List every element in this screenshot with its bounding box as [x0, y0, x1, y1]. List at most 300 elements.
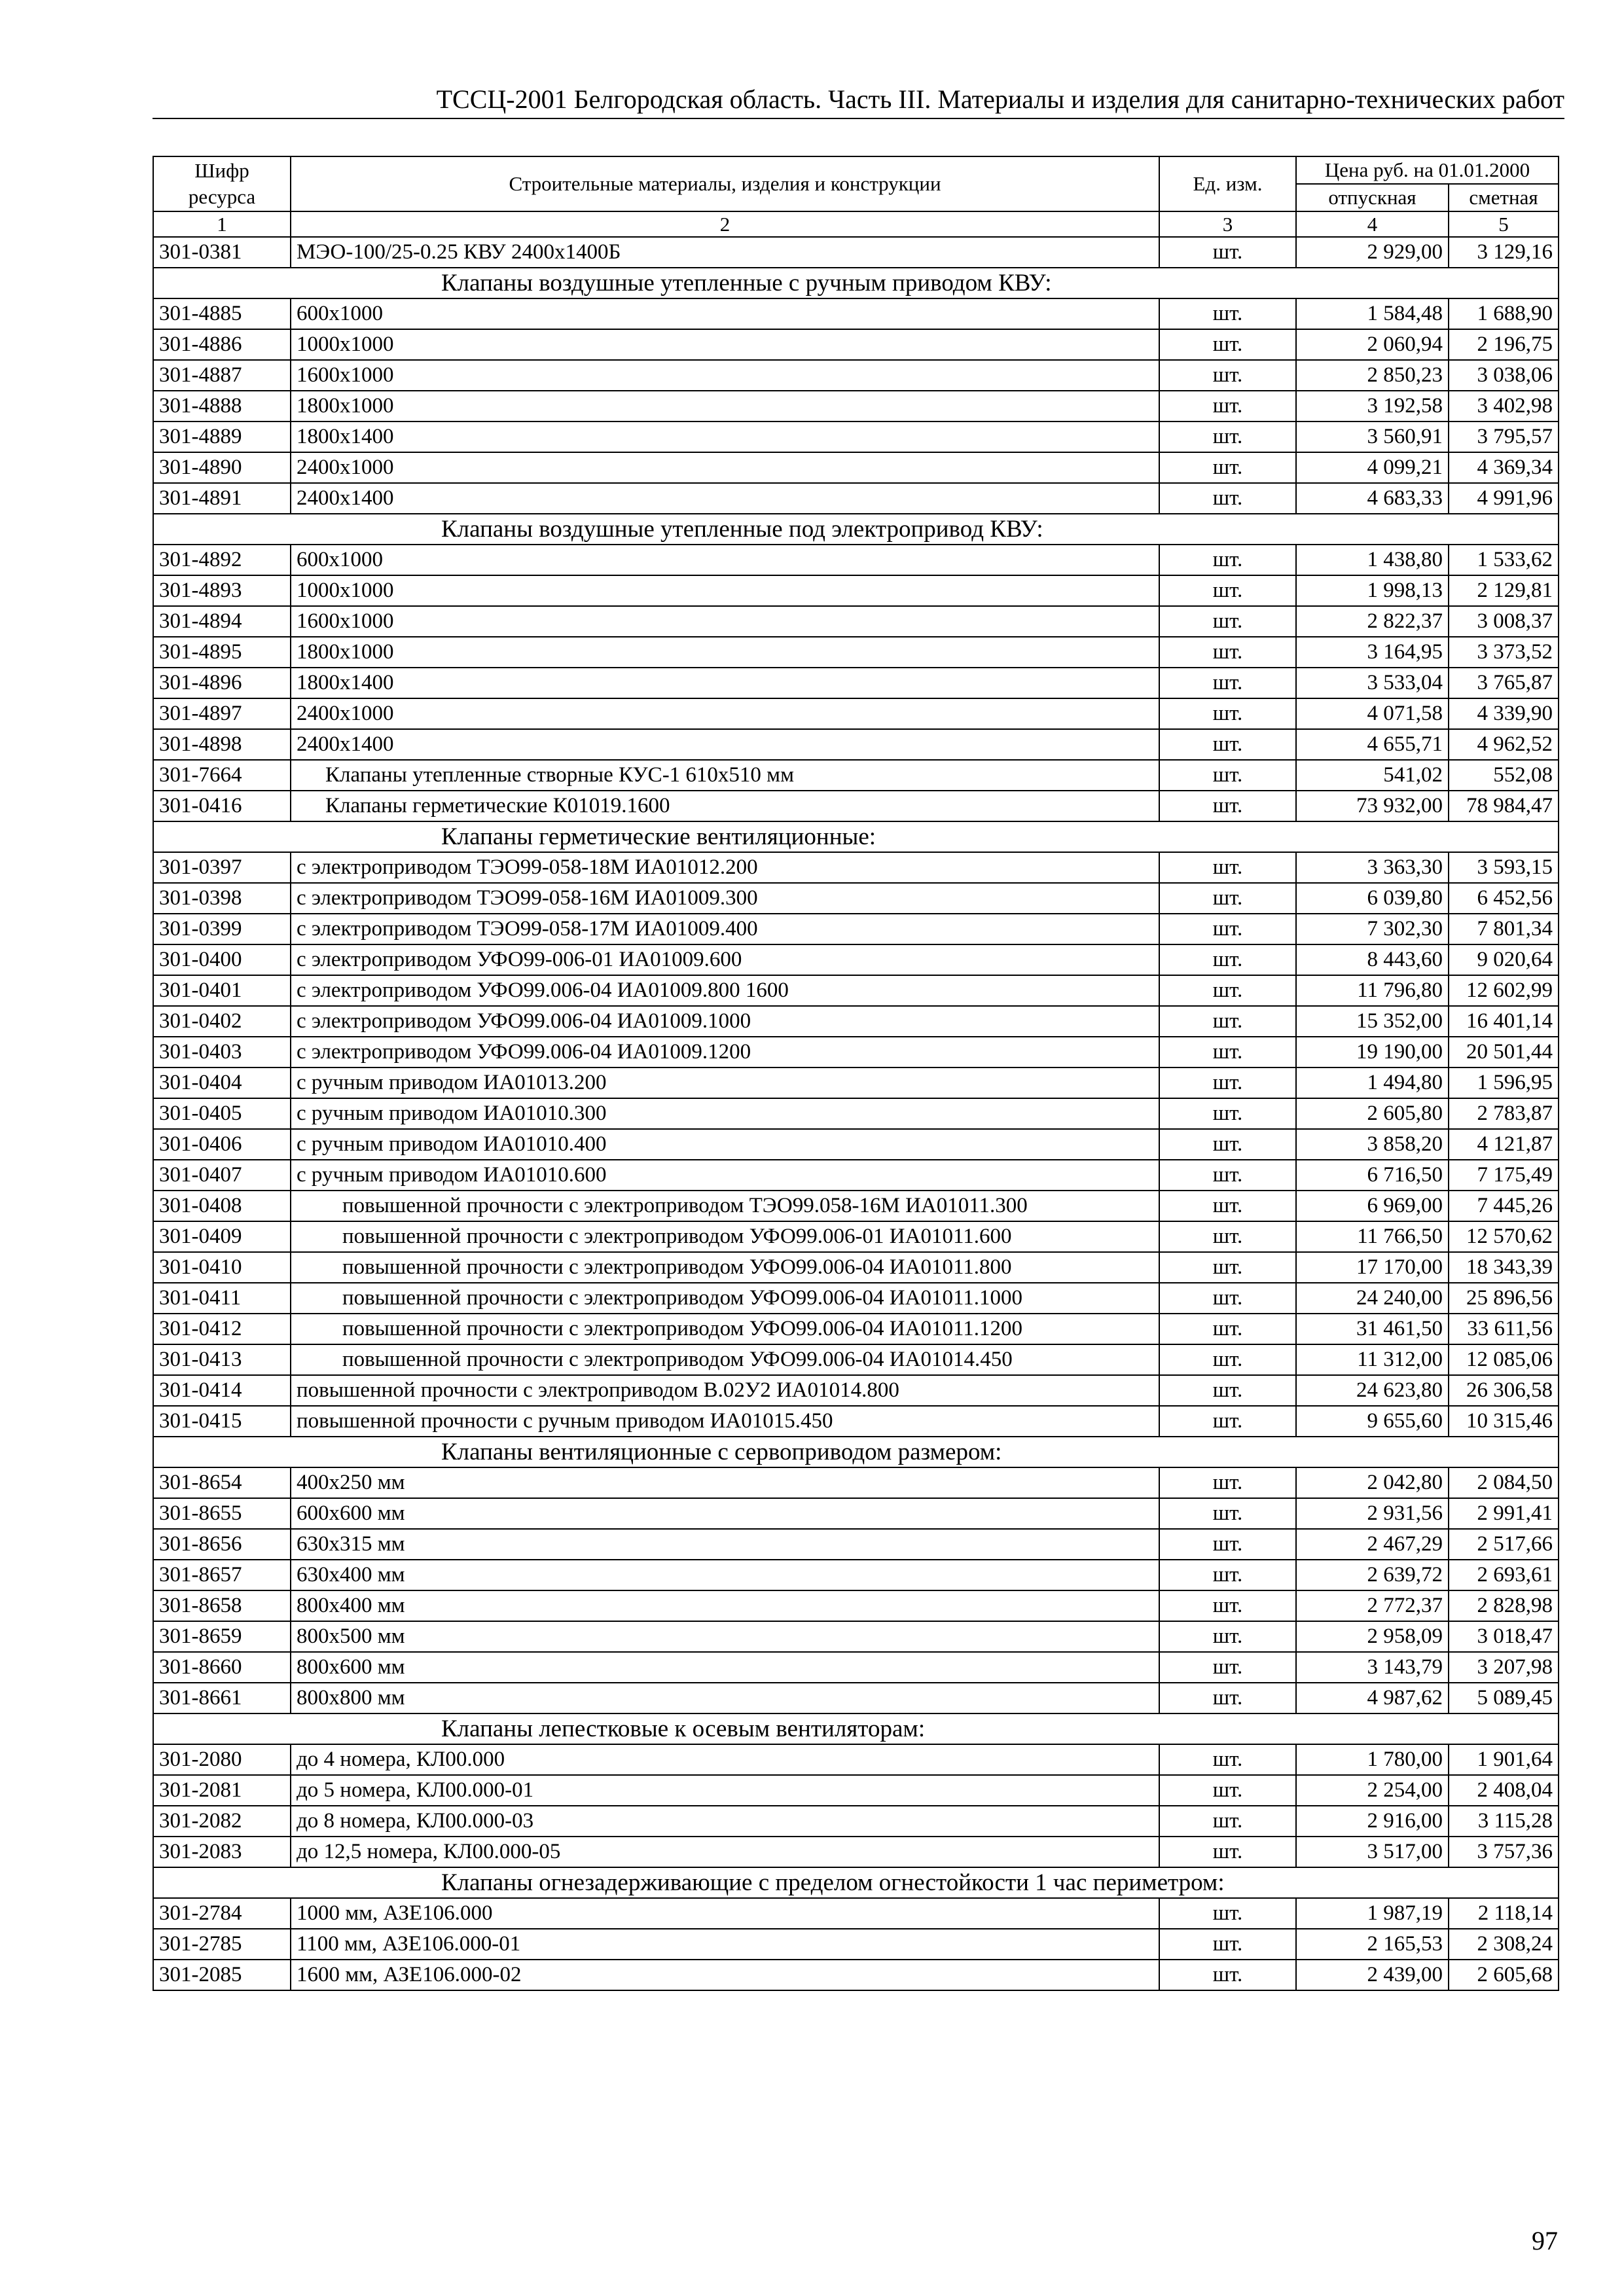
item-description: 800х600 мм — [291, 1652, 1159, 1683]
table-row — [153, 1067, 1559, 1098]
release-price: 3 517,00 — [1296, 1837, 1449, 1867]
item-unit: шт. — [1159, 1775, 1296, 1806]
item-unit: шт. — [1159, 1744, 1296, 1775]
item-unit: шт. — [1159, 1067, 1296, 1098]
table-row — [153, 1806, 1559, 1837]
estimate-price: 2 605,68 — [1449, 1960, 1559, 1990]
resource-code: 301-4895 — [153, 637, 291, 668]
item-description: Клапаны утепленные створные КУС-1 610х510 мм — [291, 760, 1159, 791]
estimate-price: 20 501,44 — [1449, 1037, 1559, 1067]
resource-code: 301-2082 — [153, 1806, 291, 1837]
item-unit: шт. — [1159, 606, 1296, 637]
table-row — [153, 545, 1559, 575]
release-price: 2 605,80 — [1296, 1098, 1449, 1129]
item-unit: шт. — [1159, 422, 1296, 452]
page-number: 97 — [1532, 2226, 1558, 2255]
table-row — [153, 1621, 1559, 1652]
estimate-price: 2 308,24 — [1449, 1929, 1559, 1960]
item-unit: шт. — [1159, 1160, 1296, 1191]
estimate-price: 2 828,98 — [1449, 1590, 1559, 1621]
item-unit: шт. — [1159, 1683, 1296, 1713]
resource-code: 301-0400 — [153, 944, 291, 975]
release-price: 2 850,23 — [1296, 360, 1449, 391]
item-description: 1800х1000 — [291, 637, 1159, 668]
item-unit: шт. — [1159, 791, 1296, 821]
release-price: 4 071,58 — [1296, 698, 1449, 729]
table-row — [153, 1098, 1559, 1129]
table-row — [153, 360, 1559, 391]
section-spacer — [153, 268, 291, 298]
resource-code: 301-0398 — [153, 883, 291, 914]
table-row — [153, 391, 1559, 422]
table-row — [153, 575, 1559, 606]
item-description: с электроприводом ТЭО99-058-17М ИА01009.400 — [291, 914, 1159, 944]
item-description: с ручным приводом ИА01010.400 — [291, 1129, 1159, 1160]
estimate-price: 3 129,16 — [1449, 237, 1559, 268]
estimate-price: 2 118,14 — [1449, 1898, 1559, 1929]
estimate-price: 5 089,45 — [1449, 1683, 1559, 1713]
item-description: до 5 номера, КЛ00.000-01 — [291, 1775, 1159, 1806]
release-price: 6 716,50 — [1296, 1160, 1449, 1191]
item-unit: шт. — [1159, 545, 1296, 575]
col-header-price: Цена руб. на 01.01.2000 — [1296, 156, 1559, 184]
item-description: с электроприводом УФО99-006-01 ИА01009.600 — [291, 944, 1159, 975]
resource-code: 301-4887 — [153, 360, 291, 391]
release-price: 3 363,30 — [1296, 852, 1449, 883]
release-price: 541,02 — [1296, 760, 1449, 791]
resource-code: 301-0415 — [153, 1406, 291, 1437]
table-row — [153, 1344, 1559, 1375]
item-description: повышенной прочности с ручным приводом ИА01015.450 — [291, 1406, 1159, 1437]
item-unit: шт. — [1159, 1898, 1296, 1929]
resource-code: 301-0413 — [153, 1344, 291, 1375]
table-row — [153, 975, 1559, 1006]
estimate-price: 7 445,26 — [1449, 1191, 1559, 1221]
release-price: 31 461,50 — [1296, 1314, 1449, 1344]
release-price: 3 533,04 — [1296, 668, 1449, 698]
estimate-price: 2 783,87 — [1449, 1098, 1559, 1129]
release-price: 19 190,00 — [1296, 1037, 1449, 1067]
resource-code: 301-4896 — [153, 668, 291, 698]
table-row — [153, 1129, 1559, 1160]
table-row — [153, 729, 1559, 760]
col-number: 1 — [153, 211, 291, 237]
item-description: с электроприводом ТЭО99-058-16М ИА01009.300 — [291, 883, 1159, 914]
estimate-price: 3 038,06 — [1449, 360, 1559, 391]
item-unit: шт. — [1159, 1560, 1296, 1590]
item-unit: шт. — [1159, 329, 1296, 360]
item-unit: шт. — [1159, 1960, 1296, 1990]
estimate-price: 9 020,64 — [1449, 944, 1559, 975]
release-price: 2 929,00 — [1296, 237, 1449, 268]
table-row — [153, 1498, 1559, 1529]
table-row — [153, 1160, 1559, 1191]
release-price: 17 170,00 — [1296, 1252, 1449, 1283]
table-row — [153, 483, 1559, 514]
item-unit: шт. — [1159, 852, 1296, 883]
resource-code: 301-8658 — [153, 1590, 291, 1621]
resource-code: 301-4885 — [153, 298, 291, 329]
resource-code: 301-0401 — [153, 975, 291, 1006]
item-description: до 4 номера, КЛ00.000 — [291, 1744, 1159, 1775]
item-description: 1800х1400 — [291, 422, 1159, 452]
estimate-price: 4 369,34 — [1449, 452, 1559, 483]
table-row — [153, 1221, 1559, 1252]
release-price: 2 439,00 — [1296, 1960, 1449, 1990]
release-price: 11 796,80 — [1296, 975, 1449, 1006]
table-row — [153, 1929, 1559, 1960]
table-row — [153, 1560, 1559, 1590]
estimate-price: 25 896,56 — [1449, 1283, 1559, 1314]
table-row — [153, 914, 1559, 944]
estimate-price: 2 517,66 — [1449, 1529, 1559, 1560]
resource-code: 301-8655 — [153, 1498, 291, 1529]
item-unit: шт. — [1159, 360, 1296, 391]
table-row — [153, 329, 1559, 360]
estimate-price: 1 596,95 — [1449, 1067, 1559, 1098]
release-price: 3 858,20 — [1296, 1129, 1449, 1160]
item-description: 600х600 мм — [291, 1498, 1159, 1529]
item-description: повышенной прочности с электроприводом УФО99.006-04 ИА01011.800 — [291, 1252, 1159, 1283]
item-unit: шт. — [1159, 1098, 1296, 1129]
table-row — [153, 606, 1559, 637]
estimate-price: 2 408,04 — [1449, 1775, 1559, 1806]
estimate-price: 7 801,34 — [1449, 914, 1559, 944]
release-price: 2 165,53 — [1296, 1929, 1449, 1960]
resource-code: 301-2785 — [153, 1929, 291, 1960]
estimate-price: 552,08 — [1449, 760, 1559, 791]
item-description: 400х250 мм — [291, 1467, 1159, 1498]
resource-code: 301-0406 — [153, 1129, 291, 1160]
estimate-price: 3 018,47 — [1449, 1621, 1559, 1652]
section-title: Клапаны огнезадерживающие с пределом огнестойкости 1 час периметром: — [291, 1867, 1559, 1898]
estimate-price: 4 339,90 — [1449, 698, 1559, 729]
table-row — [153, 422, 1559, 452]
table-row — [153, 1898, 1559, 1929]
item-description: повышенной прочности с электроприводом УФО99.006-04 ИА01014.450 — [291, 1344, 1159, 1375]
release-price: 2 916,00 — [1296, 1806, 1449, 1837]
col-number: 4 — [1296, 211, 1449, 237]
table-row — [153, 883, 1559, 914]
item-description: 1000х1000 — [291, 329, 1159, 360]
section-spacer — [153, 1437, 291, 1467]
item-unit: шт. — [1159, 1221, 1296, 1252]
release-price: 2 772,37 — [1296, 1590, 1449, 1621]
item-unit: шт. — [1159, 760, 1296, 791]
item-description: 1000х1000 — [291, 575, 1159, 606]
item-description: до 8 номера, КЛ00.000-03 — [291, 1806, 1159, 1837]
item-unit: шт. — [1159, 1314, 1296, 1344]
table-body — [153, 237, 1559, 1990]
item-unit: шт. — [1159, 1529, 1296, 1560]
release-price: 24 240,00 — [1296, 1283, 1449, 1314]
release-price: 6 039,80 — [1296, 883, 1449, 914]
resource-code: 301-4886 — [153, 329, 291, 360]
estimate-price: 26 306,58 — [1449, 1375, 1559, 1406]
item-description: повышенной прочности с электроприводом УФО99.006-01 ИА01011.600 — [291, 1221, 1159, 1252]
item-unit: шт. — [1159, 575, 1296, 606]
estimate-price: 3 402,98 — [1449, 391, 1559, 422]
col-header-unit: Ед. изм. — [1159, 156, 1296, 211]
item-description: 1800х1000 — [291, 391, 1159, 422]
item-description: 1600 мм, АЗЕ106.000-02 — [291, 1960, 1159, 1990]
release-price: 4 099,21 — [1296, 452, 1449, 483]
item-unit: шт. — [1159, 914, 1296, 944]
release-price: 1 987,19 — [1296, 1898, 1449, 1929]
resource-code: 301-0416 — [153, 791, 291, 821]
release-price: 3 192,58 — [1296, 391, 1449, 422]
item-description: 600х1000 — [291, 298, 1159, 329]
estimate-price: 3 593,15 — [1449, 852, 1559, 883]
item-description: повышенной прочности с электроприводом ТЭО99.058-16М ИА01011.300 — [291, 1191, 1159, 1221]
resource-code: 301-4898 — [153, 729, 291, 760]
estimate-price: 3 757,36 — [1449, 1837, 1559, 1867]
resource-code: 301-0408 — [153, 1191, 291, 1221]
item-unit: шт. — [1159, 1037, 1296, 1067]
item-description: 800х800 мм — [291, 1683, 1159, 1713]
estimate-price: 3 373,52 — [1449, 637, 1559, 668]
release-price: 2 042,80 — [1296, 1467, 1449, 1498]
item-description: с ручным приводом ИА01010.600 — [291, 1160, 1159, 1191]
item-unit: шт. — [1159, 1467, 1296, 1498]
estimate-price: 3 207,98 — [1449, 1652, 1559, 1683]
resource-code: 301-0399 — [153, 914, 291, 944]
resource-code: 301-4888 — [153, 391, 291, 422]
resource-code: 301-8661 — [153, 1683, 291, 1713]
release-price: 3 164,95 — [1296, 637, 1449, 668]
resource-code: 301-4897 — [153, 698, 291, 729]
table-row — [153, 1529, 1559, 1560]
estimate-price: 12 085,06 — [1449, 1344, 1559, 1375]
table-row — [153, 1314, 1559, 1344]
resource-code: 301-8660 — [153, 1652, 291, 1683]
section-spacer — [153, 514, 291, 545]
item-unit: шт. — [1159, 1929, 1296, 1960]
estimate-price: 18 343,39 — [1449, 1252, 1559, 1283]
table-row — [153, 1006, 1559, 1037]
item-unit: шт. — [1159, 483, 1296, 514]
table-row — [153, 1652, 1559, 1683]
release-price: 2 931,56 — [1296, 1498, 1449, 1529]
item-unit: шт. — [1159, 1344, 1296, 1375]
section-title: Клапаны лепестковые к осевым вентиляторам: — [291, 1713, 1559, 1744]
table-row — [153, 1375, 1559, 1406]
resource-code: 301-4889 — [153, 422, 291, 452]
resource-code: 301-0404 — [153, 1067, 291, 1098]
estimate-price: 3 795,57 — [1449, 422, 1559, 452]
resource-code: 301-4891 — [153, 483, 291, 514]
item-description: 1800х1400 — [291, 668, 1159, 698]
estimate-price: 10 315,46 — [1449, 1406, 1559, 1437]
estimate-price: 3 008,37 — [1449, 606, 1559, 637]
col-number: 3 — [1159, 211, 1296, 237]
page-header: ТССЦ-2001 Белгородская область. Часть III. Материалы и изделия для санитарно-технических работ — [436, 84, 1564, 114]
table-row — [153, 1960, 1559, 1990]
item-description: 600х1000 — [291, 545, 1159, 575]
item-description: с электроприводом УФО99.006-04 ИА01009.1200 — [291, 1037, 1159, 1067]
col-header-description: Строительные материалы, изделия и конструкции — [291, 156, 1159, 211]
col-header-code: Шифр ресурса — [153, 156, 291, 211]
estimate-price: 7 175,49 — [1449, 1160, 1559, 1191]
estimate-price: 6 452,56 — [1449, 883, 1559, 914]
resource-code: 301-4894 — [153, 606, 291, 637]
table-row — [153, 944, 1559, 975]
resource-code: 301-4893 — [153, 575, 291, 606]
release-price: 2 254,00 — [1296, 1775, 1449, 1806]
item-description: 630х400 мм — [291, 1560, 1159, 1590]
item-description: с ручным приводом ИА01013.200 — [291, 1067, 1159, 1098]
item-description: Клапаны герметические К01019.1600 — [291, 791, 1159, 821]
resource-code: 301-0403 — [153, 1037, 291, 1067]
section-spacer — [153, 821, 291, 852]
table-row — [153, 637, 1559, 668]
col-header-release-price: отпускная — [1296, 184, 1449, 211]
item-unit: шт. — [1159, 1652, 1296, 1683]
header-rule — [153, 118, 1564, 119]
item-unit: шт. — [1159, 1129, 1296, 1160]
table-row — [153, 1775, 1559, 1806]
release-price: 11 312,00 — [1296, 1344, 1449, 1375]
table-row — [153, 298, 1559, 329]
resource-code: 301-2784 — [153, 1898, 291, 1929]
section-spacer — [153, 1713, 291, 1744]
col-number: 2 — [291, 211, 1159, 237]
resource-code: 301-0410 — [153, 1252, 291, 1283]
release-price: 1 584,48 — [1296, 298, 1449, 329]
resource-code: 301-4890 — [153, 452, 291, 483]
col-number: 5 — [1449, 211, 1559, 237]
estimate-price: 4 991,96 — [1449, 483, 1559, 514]
release-price: 2 822,37 — [1296, 606, 1449, 637]
release-price: 24 623,80 — [1296, 1375, 1449, 1406]
item-unit: шт. — [1159, 1375, 1296, 1406]
estimate-price: 1 533,62 — [1449, 545, 1559, 575]
item-unit: шт. — [1159, 1191, 1296, 1221]
item-unit: шт. — [1159, 1590, 1296, 1621]
section-row — [153, 1713, 1559, 1744]
item-description: с ручным приводом ИА01010.300 — [291, 1098, 1159, 1129]
estimate-price: 78 984,47 — [1449, 791, 1559, 821]
resource-code: 301-0381 — [153, 237, 291, 268]
resource-code: 301-0412 — [153, 1314, 291, 1344]
table-row — [153, 1283, 1559, 1314]
section-title: Клапаны воздушные утепленные с ручным приводом КВУ: — [291, 268, 1559, 298]
item-unit: шт. — [1159, 944, 1296, 975]
release-price: 11 766,50 — [1296, 1221, 1449, 1252]
estimate-price: 33 611,56 — [1449, 1314, 1559, 1344]
release-price: 2 467,29 — [1296, 1529, 1449, 1560]
item-description: 800х500 мм — [291, 1621, 1159, 1652]
release-price: 4 987,62 — [1296, 1683, 1449, 1713]
item-description: 2400х1400 — [291, 729, 1159, 760]
resource-code: 301-0414 — [153, 1375, 291, 1406]
release-price: 1 494,80 — [1296, 1067, 1449, 1098]
item-description: с электроприводом УФО99.006-04 ИА01009.1000 — [291, 1006, 1159, 1037]
resource-code: 301-8659 — [153, 1621, 291, 1652]
table-row — [153, 1467, 1559, 1498]
item-unit: шт. — [1159, 1806, 1296, 1837]
release-price: 8 443,60 — [1296, 944, 1449, 975]
section-row — [153, 1867, 1559, 1898]
table-row — [153, 1744, 1559, 1775]
estimate-price: 12 570,62 — [1449, 1221, 1559, 1252]
item-unit: шт. — [1159, 1406, 1296, 1437]
release-price: 73 932,00 — [1296, 791, 1449, 821]
item-description: 1600х1000 — [291, 360, 1159, 391]
resource-code: 301-8657 — [153, 1560, 291, 1590]
item-description: с электроприводом УФО99.006-04 ИА01009.800 1600 — [291, 975, 1159, 1006]
estimate-price: 2 991,41 — [1449, 1498, 1559, 1529]
resource-code: 301-8656 — [153, 1529, 291, 1560]
table-row — [153, 1406, 1559, 1437]
table-row — [153, 237, 1559, 268]
item-description: 630х315 мм — [291, 1529, 1159, 1560]
resource-code: 301-4892 — [153, 545, 291, 575]
estimate-price: 1 688,90 — [1449, 298, 1559, 329]
section-spacer — [153, 1867, 291, 1898]
table-row — [153, 452, 1559, 483]
item-description: повышенной прочности с электроприводом УФО99.006-04 ИА01011.1200 — [291, 1314, 1159, 1344]
release-price: 7 302,30 — [1296, 914, 1449, 944]
release-price: 2 958,09 — [1296, 1621, 1449, 1652]
table-row — [153, 668, 1559, 698]
resource-code: 301-0407 — [153, 1160, 291, 1191]
item-unit: шт. — [1159, 1498, 1296, 1529]
section-title: Клапаны воздушные утепленные под электропривод КВУ: — [291, 514, 1559, 545]
estimate-price: 3 765,87 — [1449, 668, 1559, 698]
item-description: 2400х1400 — [291, 483, 1159, 514]
item-unit: шт. — [1159, 1006, 1296, 1037]
table-row — [153, 852, 1559, 883]
item-unit: шт. — [1159, 975, 1296, 1006]
table-row — [153, 791, 1559, 821]
section-title: Клапаны герметические вентиляционные: — [291, 821, 1559, 852]
release-price: 1 780,00 — [1296, 1744, 1449, 1775]
item-unit: шт. — [1159, 883, 1296, 914]
item-description: 1100 мм, АЗЕ106.000-01 — [291, 1929, 1159, 1960]
resource-code: 301-0405 — [153, 1098, 291, 1129]
estimate-price: 4 121,87 — [1449, 1129, 1559, 1160]
table-row — [153, 698, 1559, 729]
release-price: 2 639,72 — [1296, 1560, 1449, 1590]
item-description: 800х400 мм — [291, 1590, 1159, 1621]
resource-code: 301-2083 — [153, 1837, 291, 1867]
section-row — [153, 514, 1559, 545]
table-row — [153, 1191, 1559, 1221]
item-unit: шт. — [1159, 1837, 1296, 1867]
item-unit: шт. — [1159, 1283, 1296, 1314]
estimate-price: 12 602,99 — [1449, 975, 1559, 1006]
release-price: 3 560,91 — [1296, 422, 1449, 452]
col-header-estimate-price: сметная — [1449, 184, 1559, 211]
item-description: до 12,5 номера, КЛ00.000-05 — [291, 1837, 1159, 1867]
table-row — [153, 1837, 1559, 1867]
item-description: с электроприводом ТЭО99-058-18М ИА01012.200 — [291, 852, 1159, 883]
item-unit: шт. — [1159, 698, 1296, 729]
table-row — [153, 1037, 1559, 1067]
table-row — [153, 1590, 1559, 1621]
item-unit: шт. — [1159, 1252, 1296, 1283]
item-description: МЭО-100/25-0.25 КВУ 2400х1400Б — [291, 237, 1159, 268]
item-description: повышенной прочности с электроприводом В.02У2 ИА01014.800 — [291, 1375, 1159, 1406]
release-price: 15 352,00 — [1296, 1006, 1449, 1037]
estimate-price: 2 693,61 — [1449, 1560, 1559, 1590]
release-price: 4 683,33 — [1296, 483, 1449, 514]
item-unit: шт. — [1159, 1621, 1296, 1652]
item-description: 1600х1000 — [291, 606, 1159, 637]
release-price: 6 969,00 — [1296, 1191, 1449, 1221]
resource-code: 301-0409 — [153, 1221, 291, 1252]
